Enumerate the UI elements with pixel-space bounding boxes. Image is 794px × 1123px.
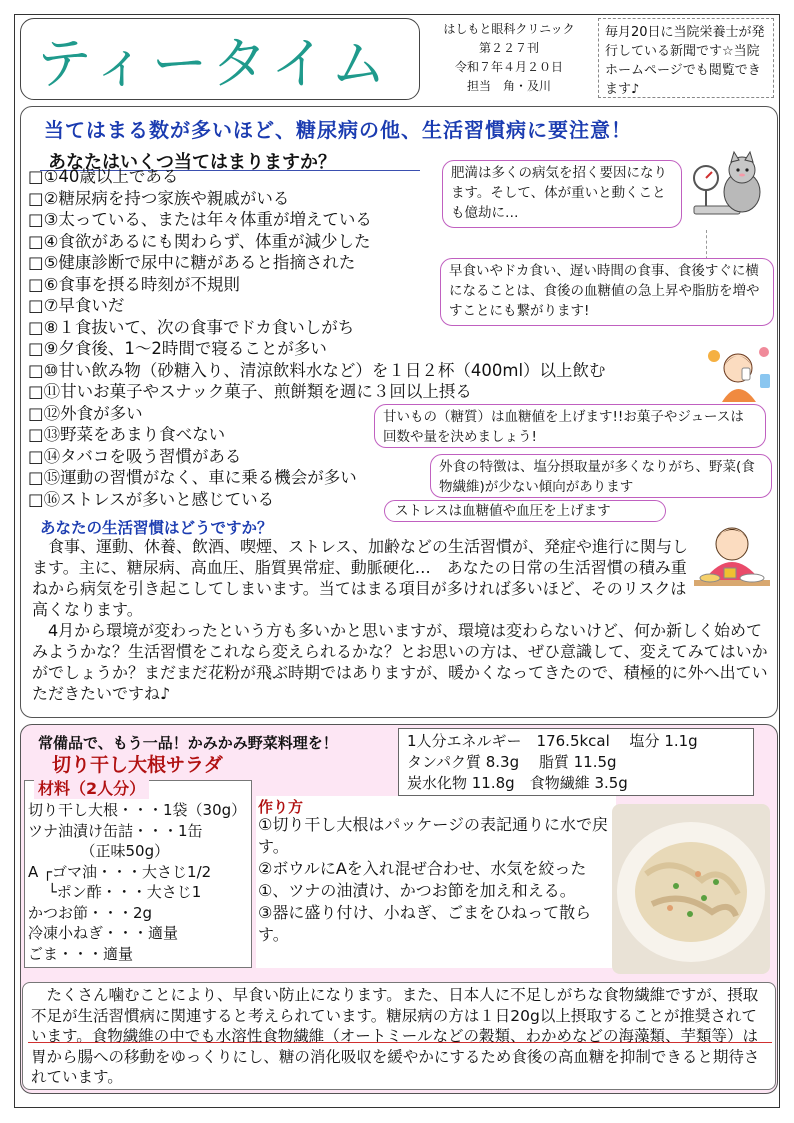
obesity-note-bubble: 肥満は多くの病気を招く要因になります。そして、体が重いと動くことも億劫に… (442, 160, 682, 228)
issue-number: 第２２７刊 (478, 41, 539, 55)
lifestyle-paragraph-1: 食事、運動、休養、飲酒、喫煙、ストレス、加齢などの生活習慣が、発症や進行に関与します。主に、糖尿病、高血圧、脂質異常症、動脈硬化… あなたの日常の生活習慣の積み重ねから病気を引き起こしてしまいます。当てはまる項目が多ければ多いほど、そのリスクは高くなります。 (32, 537, 689, 619)
checklist-item[interactable]: □⑤健康診断で尿中に糖があると指摘された (28, 253, 356, 272)
ingredients-heading: 材料（2人分） (34, 776, 149, 799)
checklist-item[interactable]: □⑨夕食後、1～2時間で寝ることが多い (28, 339, 327, 358)
person-eating-illustration (690, 514, 774, 600)
eating-habit-note-bubble: 早食いやドカ食い、遅い時間の食事、食後すぐに横になることは、食後の血糖値の急上昇や脂肪を増やすことにも繋がります! (440, 258, 774, 326)
clinic-name: はしもと眼科クリニック (443, 22, 575, 36)
ingredient-item: 切り干し大根・・・1袋（30g） (28, 801, 247, 819)
method-step: ②ボウルにAを入れ混ぜ合わせ、水気を絞った①、ツナの油漬け、かつお節を加え和える。 (258, 859, 587, 900)
issue-date: 令和７年４月２０日 (454, 60, 563, 74)
ingredient-item: 冷凍小ねぎ・・・適量 (28, 924, 179, 942)
checklist-item[interactable]: □⑦早食いだ (28, 296, 125, 315)
eating-out-note-bubble: 外食の特徴は、塩分摂取量が多くなりがち、野菜(食物繊維)が少ない傾向があります (430, 454, 772, 498)
nutrition-line: タンパク質 8.3g 脂質 11.5g (407, 753, 617, 771)
fiber-info-paragraph: たくさん噛むことにより、早食い防止になります。また、日本人に不足しがちな食物繊維ですが、摂取不足が生活習慣病に関連すると考えられています。糖尿病の方は１日20g以上摂取することが推奨されています。食物繊維の中でも水溶性食物繊維（オートミールなどの穀類、わかめなどの海藻類、芋類等）は胃から腸への移動をゆっくりにし、糖の消化吸収を緩やかにするため食後の高血糖を抑制できると期待されています。 (22, 982, 776, 1090)
ingredient-item: かつお節・・・2g (28, 903, 153, 922)
method-step: ①切り干し大根はパッケージの表記通りに水で戻す。 (258, 815, 609, 856)
method-heading: 作り方 (258, 798, 304, 816)
cat-on-scale-illustration (686, 148, 768, 230)
sweets-note-bubble: 甘いもの（糖質）は血糖値を上げます!!お菓子やジュースは回数や量を決めましょう! (374, 404, 766, 448)
checklist-item[interactable]: □⑯ストレスが多いと感じている (28, 489, 275, 509)
method-steps (258, 814, 616, 946)
checklist-item[interactable]: □②糖尿病を持つ家族や親戚がいる (28, 188, 290, 208)
publication-notice: 毎月20日に当院栄養士が発行している新聞です☆当院ホームページでも閲覧できます♪ (598, 18, 774, 98)
checklist-item[interactable]: □③太っている、または年々体重が増えている (28, 210, 372, 229)
checklist-item[interactable]: □⑥食事を摂る時刻が不規則 (28, 274, 240, 294)
staff-names: 担当 角・及川 (466, 79, 551, 93)
checklist-item[interactable]: □⑧１食抜いて、次の食事でドカ食いしがち (28, 317, 355, 337)
checklist-item[interactable]: □①40歳以上である (28, 167, 179, 186)
checklist-item[interactable]: □⑬野菜をあまり食べない (28, 425, 226, 444)
checklist-item[interactable]: □⑮運動の習慣がなく、車に乗る機会が多い (28, 468, 357, 487)
newsletter-title: ティータイム (36, 32, 391, 97)
checklist-question: あなたはいくつ当てはまりますか？ (48, 152, 336, 173)
lifestyle-paragraph-2: 4月から環境が変わったという方も多いかと思いますが、環境は変わらないけど、何か新しく始めてみようかな？生活習慣をこれなら変えられるかな？とお思いの方は、ぜひ意識して、変えてみてはいかがでしょうか？まだまだ花粉が飛ぶ時期ではありますが、暖かくなってきたので、積極的に外へ出ていただきたいですね♪ (32, 621, 768, 703)
woman-drinking-illustration (702, 342, 776, 404)
highlight-underline (28, 1042, 772, 1043)
ingredient-item: （正味50g） (28, 842, 170, 860)
ingredient-item: ごま・・・適量 (28, 944, 134, 963)
ingredient-item: A ┌ゴマ油・・・大さじ1/2 (28, 862, 212, 881)
checklist-item[interactable]: □⑭タバコを吸う習慣がある (28, 446, 242, 466)
ingredient-item: └ポン酢・・・大さじ1 (28, 883, 202, 901)
recipe-subtitle: 常備品で、もう一品！かみかみ野菜料理を！ (38, 734, 338, 752)
section-headline: 当てはまる数が多いほど、糖尿病の他、生活習慣病に要注意！ (44, 118, 632, 142)
nutrition-line: 1人分エネルギー 176.5kcal 塩分 1.1g (407, 732, 698, 750)
nutrition-box (398, 728, 754, 796)
nutrition-line: 炭水化物 11.8g 食物繊維 3.5g (407, 774, 628, 792)
ingredients-list (28, 800, 246, 964)
checklist-item[interactable]: □⑩甘い飲み物（砂糖入り、清涼飲料水など）を１日２杯（400ml）以上飲む (28, 360, 606, 380)
stress-note-bubble: ストレスは血糖値や血圧を上げます (384, 500, 666, 522)
method-step: ③器に盛り付け、小ねぎ、ごまをひねって散らす。 (258, 903, 592, 944)
checklist-item[interactable]: □④食欲があるにも関わらず、体重が減少した (28, 231, 371, 251)
recipe-title: 切り干し大根サラダ (52, 754, 223, 776)
issue-info (428, 20, 590, 96)
lifestyle-heading: あなたの生活習慣はどうですか？ (40, 519, 273, 537)
checklist-item[interactable]: □⑫外食が多い (28, 403, 143, 423)
checklist-item[interactable]: □⑪甘いお菓子やスナック菓子、煎餅類を週に３回以上摂る (28, 382, 472, 401)
salad-photo (612, 804, 770, 974)
ingredient-item: ツナ油漬け缶詰・・・1缶 (28, 821, 203, 840)
